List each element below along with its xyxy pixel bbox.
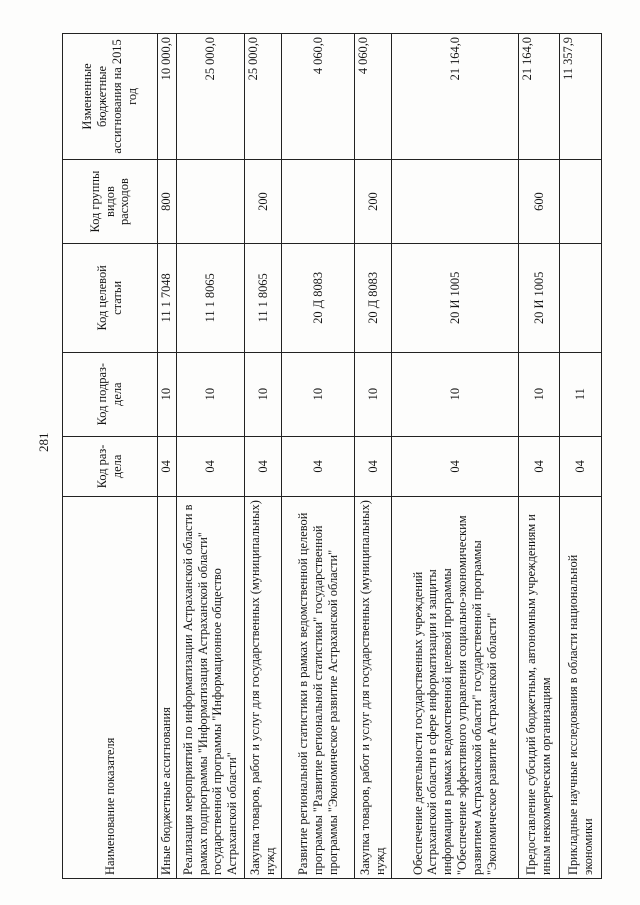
cell-sum: 4 060,0 [355, 34, 392, 160]
header-podrazdel: Код подраз-дела [63, 352, 158, 436]
cell-statya: 11 1 8065 [176, 244, 244, 352]
cell-statya: 20 И 1005 [392, 244, 519, 352]
table-row [282, 34, 355, 879]
cell-vid: 200 [245, 159, 282, 243]
cell-podrazdel: 10 [158, 352, 177, 436]
rotated-table-container [62, 33, 602, 879]
cell-name: Развитие региональной статистики в рамках ведомственной целевой программы "Развитие региональной статистики" государственной программы "Экономическое развитие Астраханской области" [282, 497, 355, 879]
header-sum: Измененные бюджетные ассигнования на 2015 год [63, 34, 158, 160]
cell-podrazdel: 11 [560, 352, 602, 436]
header-name: Наименование показателя [63, 497, 158, 879]
cell-statya: 20 И 1005 [518, 244, 559, 352]
cell-statya: 20 Д 8083 [282, 244, 355, 352]
cell-vid: 600 [518, 159, 559, 243]
cell-podrazdel: 10 [518, 352, 559, 436]
cell-sum: 10 000,0 [158, 34, 177, 160]
cell-razdel: 04 [392, 436, 519, 496]
table-row [560, 34, 602, 879]
cell-name: Реализация мероприятий по информатизации Астраханской области в рамках подпрограммы "Информатизация Астраханской области" государственной программы "Информационное общество Астраханской области" [176, 497, 244, 879]
cell-statya: 20 Д 8083 [355, 244, 392, 352]
cell-vid [560, 159, 602, 243]
cell-name: Обеспечение деятельности государственных учреждений Астраханской области в сфере информатизации и защиты информации в рамках ведомственной целевой программы "Обеспечение эффективного управления социально-экономическим развитием Астраханской области" государственной программы "Экономическое развитие Астраханской области" [392, 497, 519, 879]
cell-name: Иные бюджетные ассигнования [158, 497, 177, 879]
header-vid: Код группы видов расходов [63, 159, 158, 243]
cell-razdel: 04 [158, 436, 177, 496]
cell-sum: 25 000,0 [245, 34, 282, 160]
table-row [355, 34, 392, 879]
cell-sum: 11 357,9 [560, 34, 602, 160]
cell-razdel: 04 [282, 436, 355, 496]
page-number: 281 [36, 432, 51, 452]
cell-statya: 11 1 8065 [245, 244, 282, 352]
budget-table [62, 33, 602, 879]
table-row [518, 34, 559, 879]
cell-name: Прикладные научные исследования в области национальной экономики [560, 497, 602, 879]
cell-razdel: 04 [518, 436, 559, 496]
table-row [158, 34, 177, 879]
cell-vid [392, 159, 519, 243]
cell-statya: 11 1 7048 [158, 244, 177, 352]
cell-podrazdel: 10 [245, 352, 282, 436]
cell-sum: 21 164,0 [518, 34, 559, 160]
cell-podrazdel: 10 [176, 352, 244, 436]
cell-razdel: 04 [245, 436, 282, 496]
cell-sum: 4 060,0 [282, 34, 355, 160]
table-row [392, 34, 519, 879]
cell-podrazdel: 10 [355, 352, 392, 436]
cell-vid [282, 159, 355, 243]
cell-vid [176, 159, 244, 243]
cell-sum: 21 164,0 [392, 34, 519, 160]
cell-razdel: 04 [560, 436, 602, 496]
table-header-row [63, 34, 158, 879]
table-row [176, 34, 244, 879]
cell-sum: 25 000,0 [176, 34, 244, 160]
table-row [245, 34, 282, 879]
header-statya: Код целевой статьи [63, 244, 158, 352]
cell-razdel: 04 [176, 436, 244, 496]
header-razdel: Код раз-дела [63, 436, 158, 496]
cell-statya [560, 244, 602, 352]
cell-podrazdel: 10 [282, 352, 355, 436]
cell-razdel: 04 [355, 436, 392, 496]
cell-vid: 800 [158, 159, 177, 243]
cell-name: Предоставление субсидий бюджетным, автономным учреждениям и иным некоммерческим организациям [518, 497, 559, 879]
cell-vid: 200 [355, 159, 392, 243]
cell-podrazdel: 10 [392, 352, 519, 436]
cell-name: Закупка товаров, работ и услуг для государственных (муниципальных) нужд [245, 497, 282, 879]
cell-name: Закупка товаров, работ и услуг для государственных (муниципальных) нужд [355, 497, 392, 879]
